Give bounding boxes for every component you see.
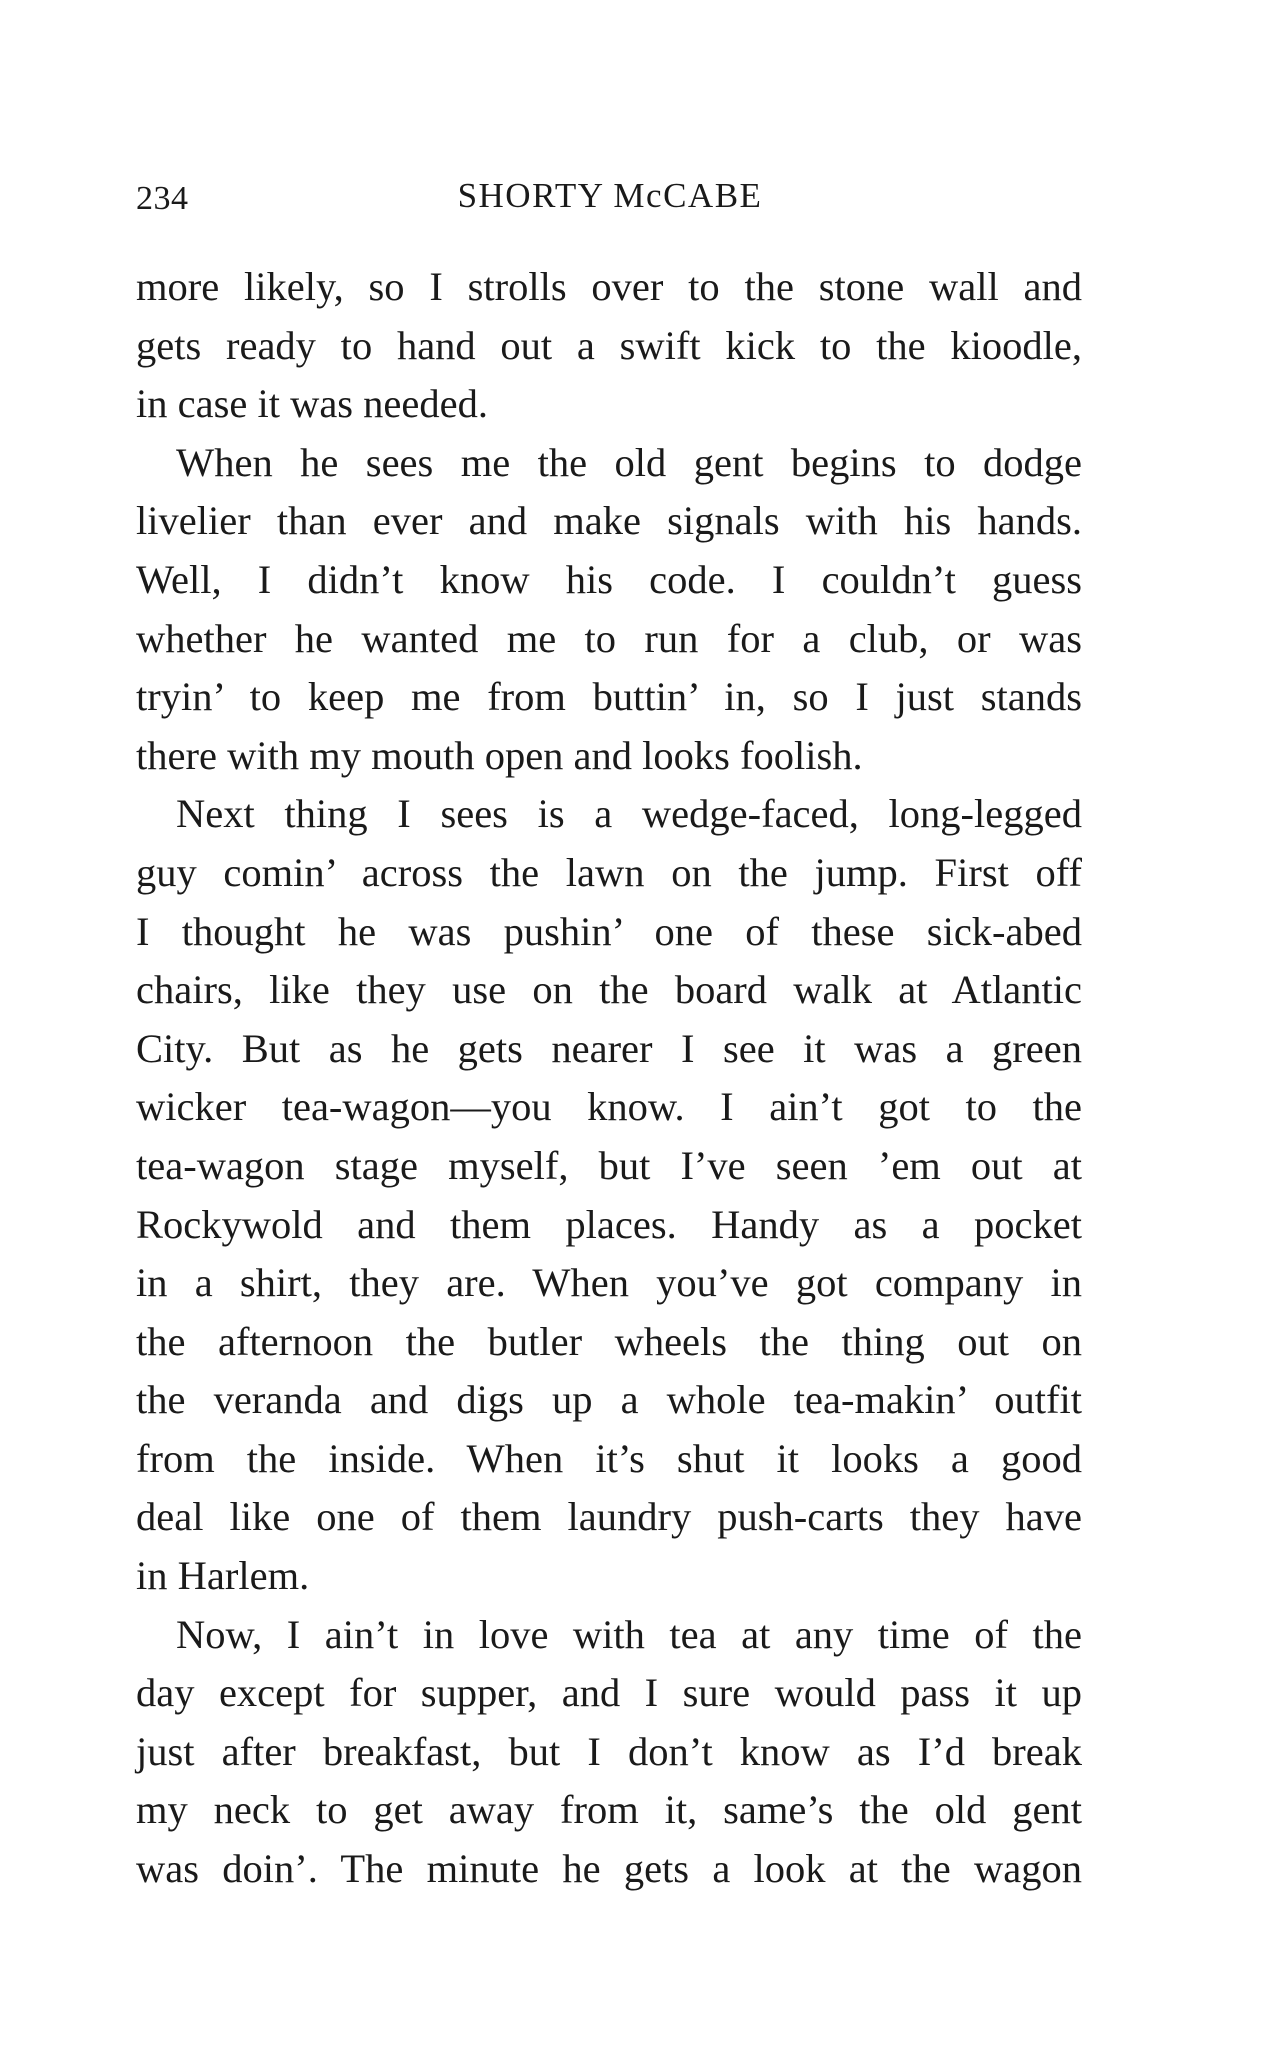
text-line: my neck to get away from it, same’s the old gent [136, 1787, 1082, 1833]
body-text [136, 258, 1082, 1899]
text-line: gets ready to hand out a swift kick to the kioodle, [136, 322, 1082, 368]
text-line: day except for supper, and I sure would pass it up [136, 1670, 1082, 1716]
text-line: When he sees me the old gent begins to dodge [176, 439, 1082, 485]
text-line: Next thing I sees is a wedge-faced, long-legged [176, 791, 1082, 837]
text-line: was doin’. The minute he gets a look at the wagon [136, 1846, 1082, 1892]
page-header [136, 176, 1084, 226]
text-line: just after breakfast, but I don’t know as I’d break [136, 1728, 1082, 1774]
text-line: Rockywold and them places. Handy as a pocket [136, 1201, 1082, 1247]
page-number: 234 [136, 180, 189, 217]
text-line: from the inside. When it’s shut it looks a good [136, 1435, 1082, 1481]
text-line: guy comin’ across the lawn on the jump. First off [136, 849, 1082, 895]
text-line: Now, I ain’t in love with tea at any time of the [176, 1611, 1082, 1657]
text-line: in a shirt, they are. When you’ve got company in [136, 1260, 1082, 1306]
text-line: tryin’ to keep me from buttin’ in, so I just stands [136, 674, 1082, 720]
text-line: chairs, like they use on the board walk at Atlantic [136, 967, 1082, 1013]
running-head: SHORTY McCABE [457, 176, 763, 215]
text-line: livelier than ever and make signals with his hands. [136, 498, 1082, 544]
text-line: whether he wanted me to run for a club, or was [136, 615, 1082, 661]
text-line: in case it was needed. [136, 381, 488, 427]
text-line: more likely, so I strolls over to the stone wall and [136, 264, 1082, 309]
text-line: in Harlem. [136, 1553, 310, 1599]
text-line: City. But as he gets nearer I see it was a green [136, 1025, 1082, 1071]
text-line: I thought he was pushin’ one of these sick-abed [136, 908, 1082, 954]
text-line: the veranda and digs up a whole tea-makin’ outfit [136, 1377, 1082, 1423]
text-line: wicker tea-wagon—you know. I ain’t got to the [136, 1084, 1082, 1130]
text-line: tea-wagon stage myself, but I’ve seen ’em out at [136, 1142, 1082, 1188]
text-line: Well, I didn’t know his code. I couldn’t guess [136, 556, 1082, 602]
text-line: deal like one of them laundry push-carts they have [136, 1494, 1082, 1540]
text-line: the afternoon the butler wheels the thing out on [136, 1318, 1082, 1364]
text-line: there with my mouth open and looks foolish. [136, 732, 863, 778]
